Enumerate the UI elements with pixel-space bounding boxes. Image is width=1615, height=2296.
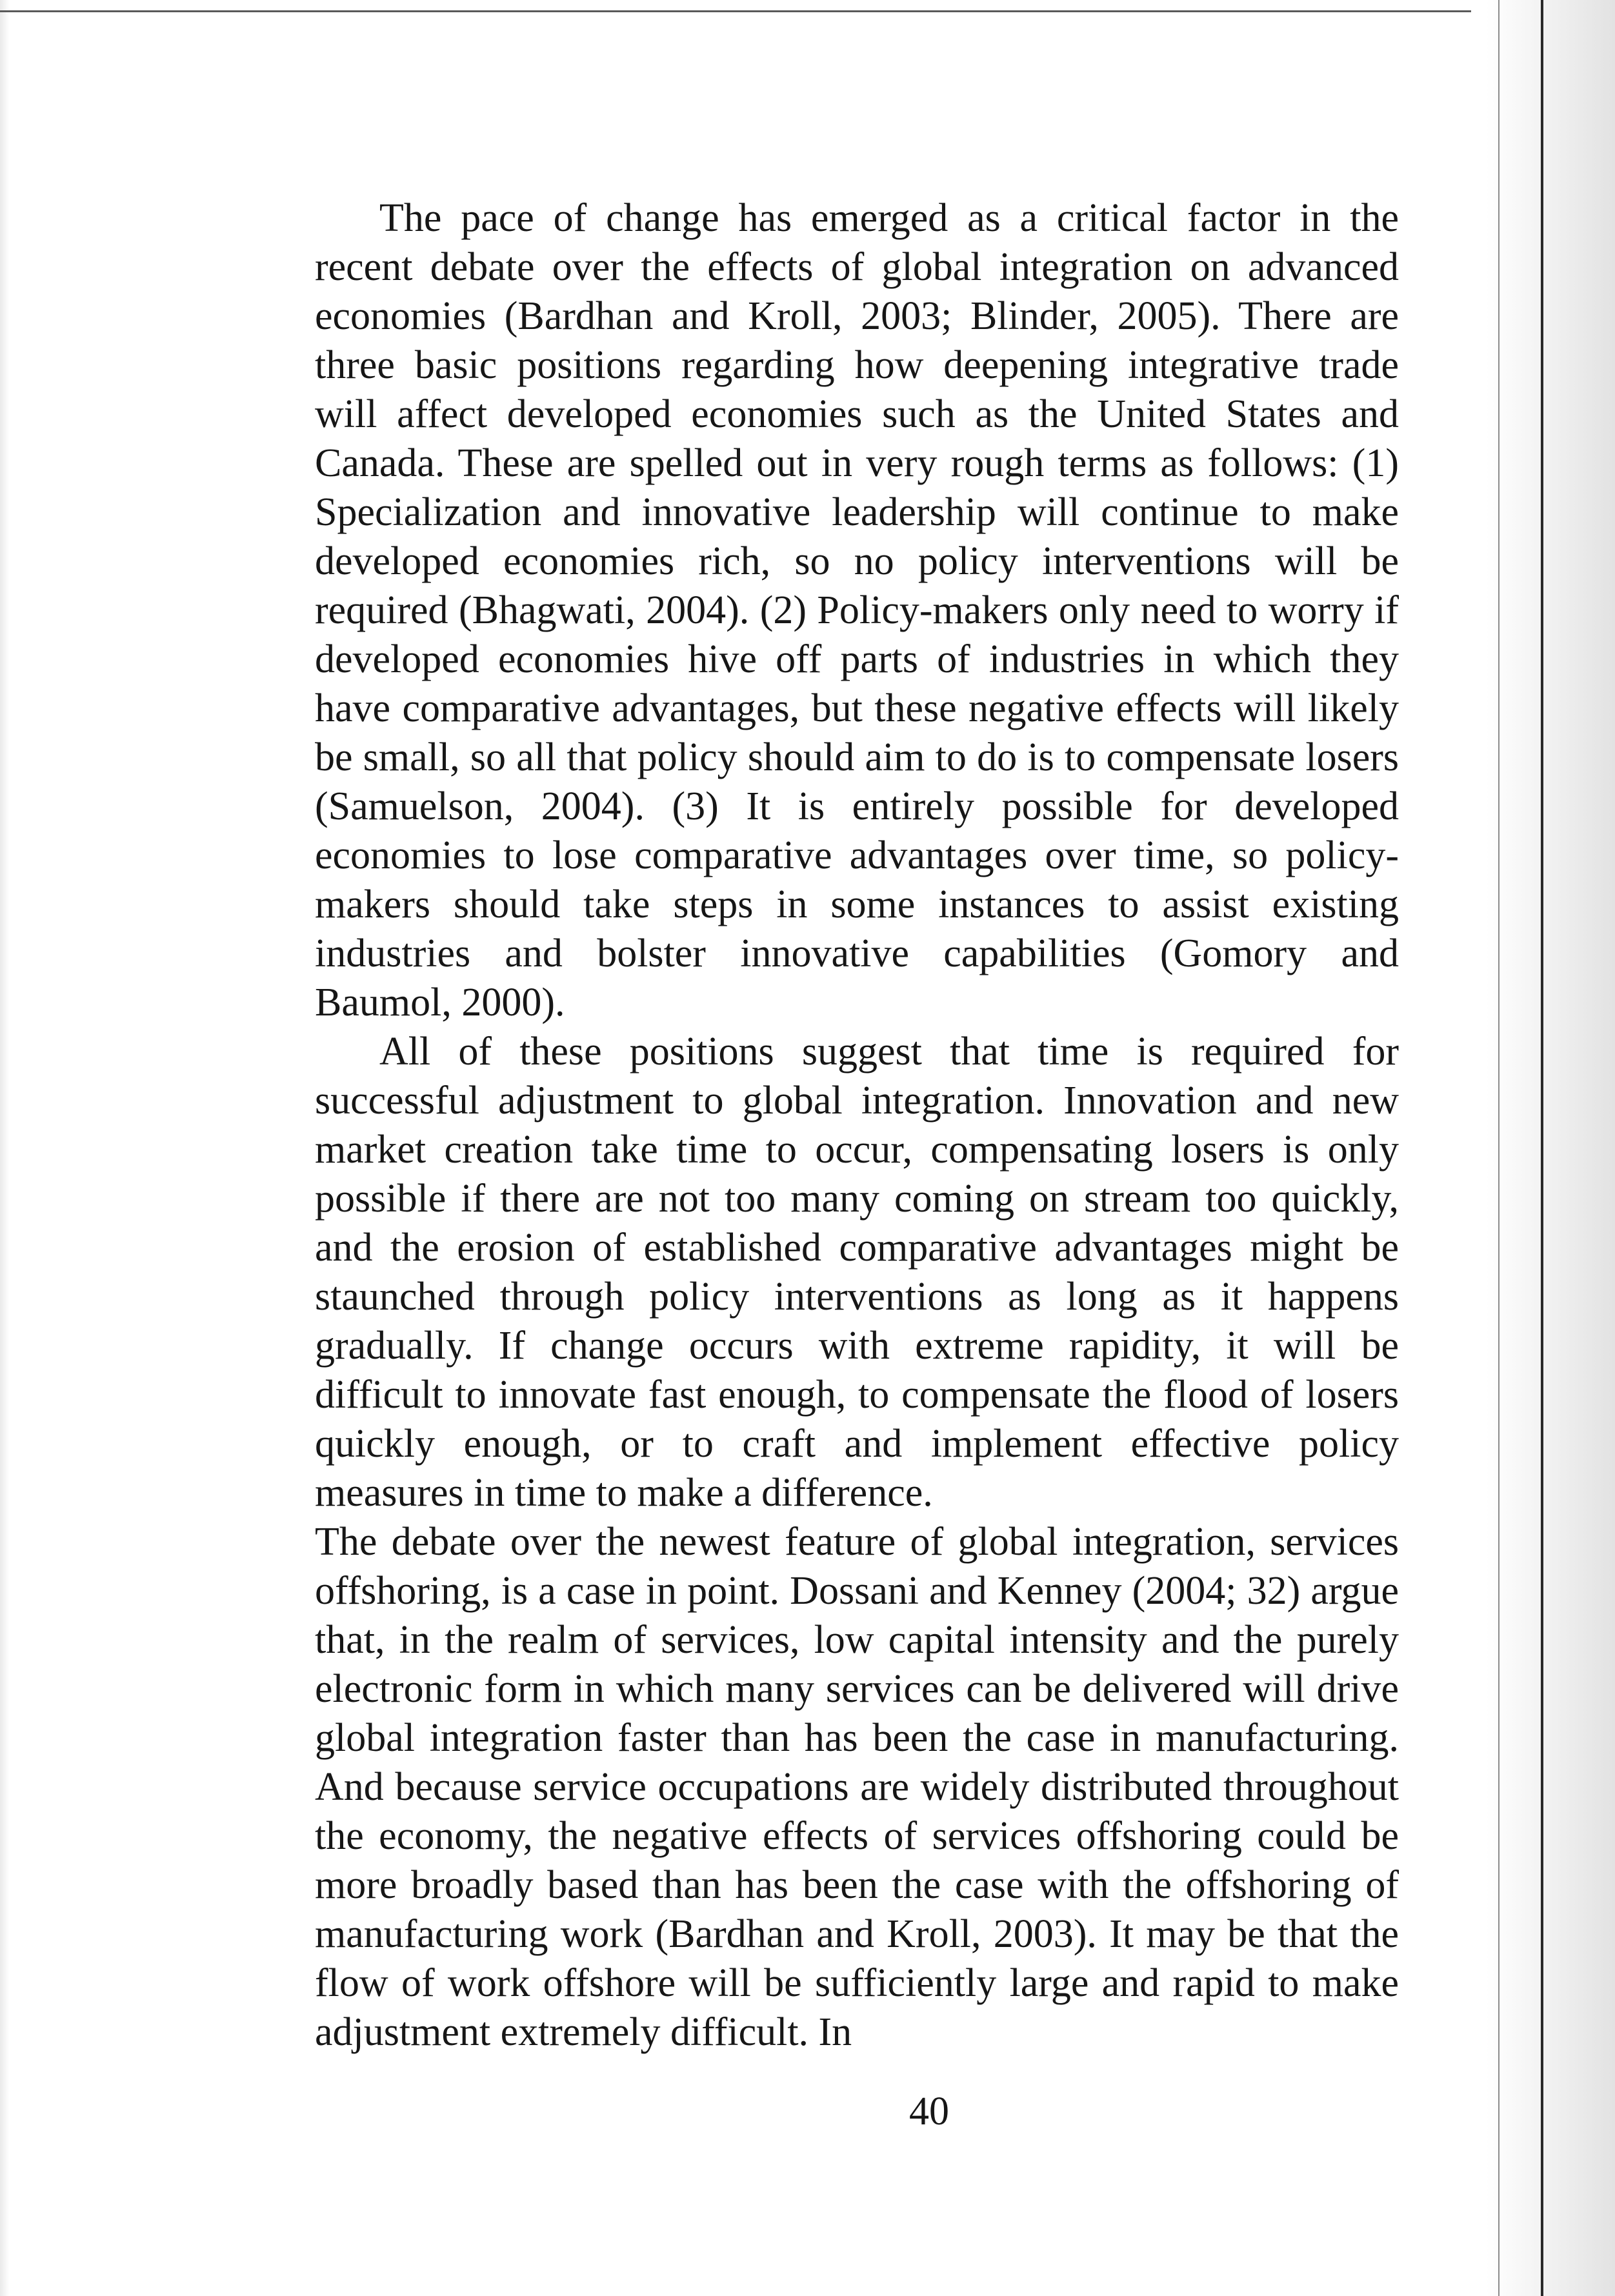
paragraph-pace-of-change: The pace of change has emerged as a critical factor in the recent debate over the effects of global integration on advanced economies (Bardhan and Kroll, 2003; Blinder, 2005). There are three basic positions regarding how deepening integrative trade will affect developed economies such as the United States and Canada. These are spelled out in very rough terms as follows: (1) Specialization and innovative leadership will continue to make developed economies rich, so no policy interventions will be required (Bhagwati, 2004). (2) Policy-makers only need to worry if developed economies hive off parts of industries in which they have comparative advantages, but these negative effects will likely be small, so all that policy should aim to do is to compensate losers (Samuelson, 2004). (3) It is entirely possible for developed economies to lose comparative advantages over time, so policy-makers should take steps in some instances to assist existing industries and bolster innovative capabilities (Gomory and Baumol, 2000). <box>315 196 1399 1024</box>
page-number: 40 <box>909 2090 949 2133</box>
scan-page-shadow <box>1486 0 1615 2296</box>
scan-inner-edge <box>1498 0 1500 2296</box>
scan-top-rule <box>0 10 1471 12</box>
body-text <box>315 194 1399 2057</box>
paragraph-services-offshoring: The debate over the newest feature of global integration, services offshoring, is a case in point. Dossani and Kenney (2004; 32) argue that, in the realm of services, low capital intensity and the purely electronic form in which many services can be delivered will drive global integration faster than has been the case in manufacturing. And because service occupations are widely distributed throughout the economy, the negative effects of services offshoring could be more broadly based than has been the case with the offshoring of manufacturing work (Bardhan and Kroll, 2003). It may be that the flow of work offshore will be sufficiently large and rapid to make adjustment extremely difficult. In <box>315 1520 1399 2054</box>
scan-binding-edge <box>1541 0 1543 2296</box>
scan-left-edge <box>0 0 9 2296</box>
paragraph-adjustment-time: All of these positions suggest that time is required for successful adjustment to global integration. Innovation and new market creation take time to occur, compensating losers is only possible if there are not too many coming on stream too quickly, and the erosion of established comparative advantages might be staunched through policy interventions as long as it happens gradually. If change occurs with extreme rapidity, it will be difficult to innovate fast enough, to compensate the flood of losers quickly enough, or to craft and implement effective policy measures in time to make a difference. <box>315 1030 1399 1515</box>
